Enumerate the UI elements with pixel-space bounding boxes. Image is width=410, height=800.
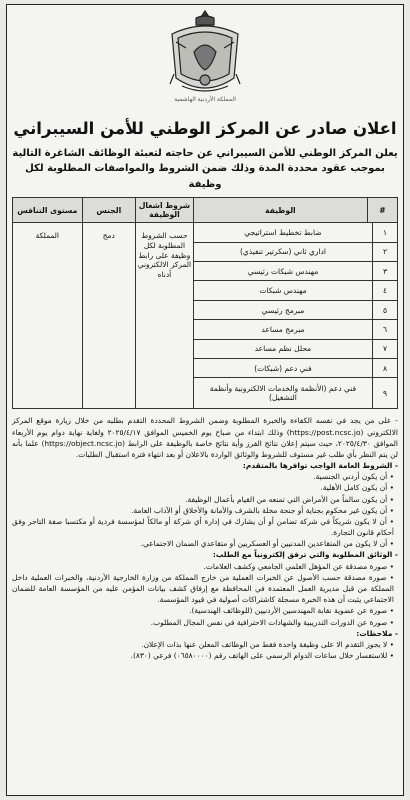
list-item: • أن يكون سالماً من الأمراض التي تمنعه من القيام بأعمال الوظيفة. [12, 494, 394, 505]
table-row [194, 262, 397, 281]
list-item: • لا يجوز التقدم الا على وظيفة واحدة فقط من الوظائف المعلن عنها بذات الإعلان. [12, 639, 394, 650]
job-number: ٩ [372, 378, 397, 408]
header-conditions: شروط اشغال الوظيفة [135, 198, 193, 223]
job-title: ضابط تخطيط استراتيجي [244, 227, 322, 237]
general-conditions-title: - الشروط العامة الواجب توافرها بالمتقدم: [242, 461, 398, 471]
list-item: • صورة عن عضوية نقابة المهندسين الأردنيين (للوظائف الهندسية). [12, 605, 394, 616]
application-paragraph: - على من يجد في نفسه الكفاءة والخبرة المطلوبة وضمن الشروط المحددة التقدم بطلبه من خلال زيارة موقع المركز الالكتروني (https://post.ncsc.jo) وذلك ابتداء من صباح يوم الخميس الموافق ٢٠٢٥/٤/١٧ ولغاية نهاية دوام يوم الأربعاء الموافق ٢٠٢٥/٤/٣٠، حيث سيتم إعلان نتائج الفرز وأية نتائج خاصة بالوظيفة على الرابط (https://object.ncsc.jo) علما بأنه لن يتم النظر بأي طلب غير مستوف للشروط والوثائق الواردة بالاعلان أو بعد انتهاء فترة استقبال الطلبات. [12, 416, 399, 459]
list-item: • صورة مصدقة عن المؤهل العلمي الجامعي وكشف العلامات. [12, 561, 394, 572]
table-row [194, 340, 397, 359]
general-conditions-list [12, 471, 398, 549]
job-title: اداري ثاني (سكرتير تنفيذي) [239, 247, 326, 257]
shared-gender-cell: دمج [82, 223, 135, 409]
notes-title: - ملاحظات: [356, 628, 398, 638]
list-item: • أن يكون أردني الجنسية. [12, 471, 394, 482]
job-number: ٣ [372, 262, 397, 280]
emblem-caption: المملكة الأردنية الهاشمية [174, 96, 236, 103]
list-item: • أن يكون غير محكوم بجناية أو جنحة مخلة بالشرف والأمانة والأخلاق أو الآداب العامة. [12, 505, 394, 516]
job-number: ٨ [372, 359, 397, 377]
table-row [194, 301, 397, 320]
required-documents-list [12, 561, 398, 628]
header-level: مستوى التنافس [13, 198, 83, 223]
jobs-list-cell [193, 223, 397, 409]
list-item: • أن لا يكون شريكاً في شركة تضامن أو أن يشارك في إدارة أي شركة أو مالكاً لمؤسسة فردية أو مكتسبا صفة التاجر وفق أحكام قانون التجارة. [12, 516, 394, 538]
required-documents-title: - الوثائق المطلوبة والتي ترفق إلكترونياً مع الطلب: [212, 550, 398, 560]
list-item: • صورة عن الدورات التدريبية والشهادات الاحترافية في نفس المجال المطلوب. [12, 617, 394, 628]
job-number: ٧ [372, 340, 397, 358]
jobs-table [12, 197, 398, 409]
header-gender: الجنس [82, 198, 135, 223]
job-title: مبرمج مساعد [261, 324, 305, 334]
job-number: ٥ [372, 301, 397, 319]
list-item: • أن يكون كامل الأهلية. [12, 482, 394, 493]
table-row [194, 320, 397, 339]
job-title: مبرمج رئيسي [261, 305, 305, 315]
table-row [194, 378, 397, 408]
announcement-page [6, 4, 404, 796]
table-row [194, 359, 397, 378]
table-row [194, 281, 397, 300]
shared-conditions-cell: حسب الشروط المطلوبة لكل وظيفة على رابط المركز الالكتروني أدناه [135, 223, 193, 409]
job-title: فني دعم (شبكات) [254, 363, 312, 373]
job-title: فني دعم (الأنظمة والخدمات الالكترونية وأنظمة التشغيل) [209, 384, 357, 403]
header-job: الوظيفة [193, 198, 367, 223]
job-title: محلل نظم مساعد [254, 344, 312, 354]
job-number: ٢ [372, 243, 397, 261]
table-header-row [13, 198, 398, 223]
job-number: ١ [372, 223, 397, 241]
jobs-list [194, 223, 397, 408]
job-number: ٤ [372, 281, 397, 299]
shared-level-cell: المملكة [13, 223, 83, 409]
list-item: • صورة مصدقة حسب الأصول عن الخبرات العملية من خارج المملكة من وزارة الخارجية الأردنية، والخبرات العملية داخل المملكة من قبل مديرية العمل المعتمدة في المحافظة مع إرفاق كشف بيانات المؤمن عليه من المؤسسة العامة للضمان الاجتماعي يثبت أن هذه الخبرة مسجلة كاشتراكات أصولية في قيود المؤسسة. [12, 572, 394, 606]
table-row [194, 243, 397, 262]
list-item: • أن لا يكون من المتقاعدين المدنيين أو العسكريين أو متقاعدي الضمان الاجتماعي. [12, 538, 394, 549]
table-body-row [13, 223, 398, 409]
header-num: # [367, 198, 397, 223]
announcement-title: اعلان صادر عن المركز الوطني للأمن السيبراني [13, 119, 397, 138]
coat-of-arms-icon [164, 8, 246, 100]
list-item: • للاستفسار خلال ساعات الدوام الرسمي على الهاتف رقم (٠٦٥٨٠٠٠٠) فرعي (٨٣٠). [12, 650, 394, 661]
job-title: مهندس شبكات [259, 286, 307, 296]
announcement-body [12, 415, 398, 661]
job-title: مهندس شبكات رئيسي [247, 266, 319, 276]
announcement-intro: يعلن المركز الوطني للأمن السيبراني عن حاجته لتعبئة الوظائف الشاغرة التالية بموجب عقود محددة المدة وذلك ضمن الشروط والمواصفات المطلوبة لكل وظيفة [12, 147, 398, 190]
job-number: ٦ [372, 320, 397, 338]
notes-list [12, 639, 398, 661]
table-row [194, 223, 397, 242]
